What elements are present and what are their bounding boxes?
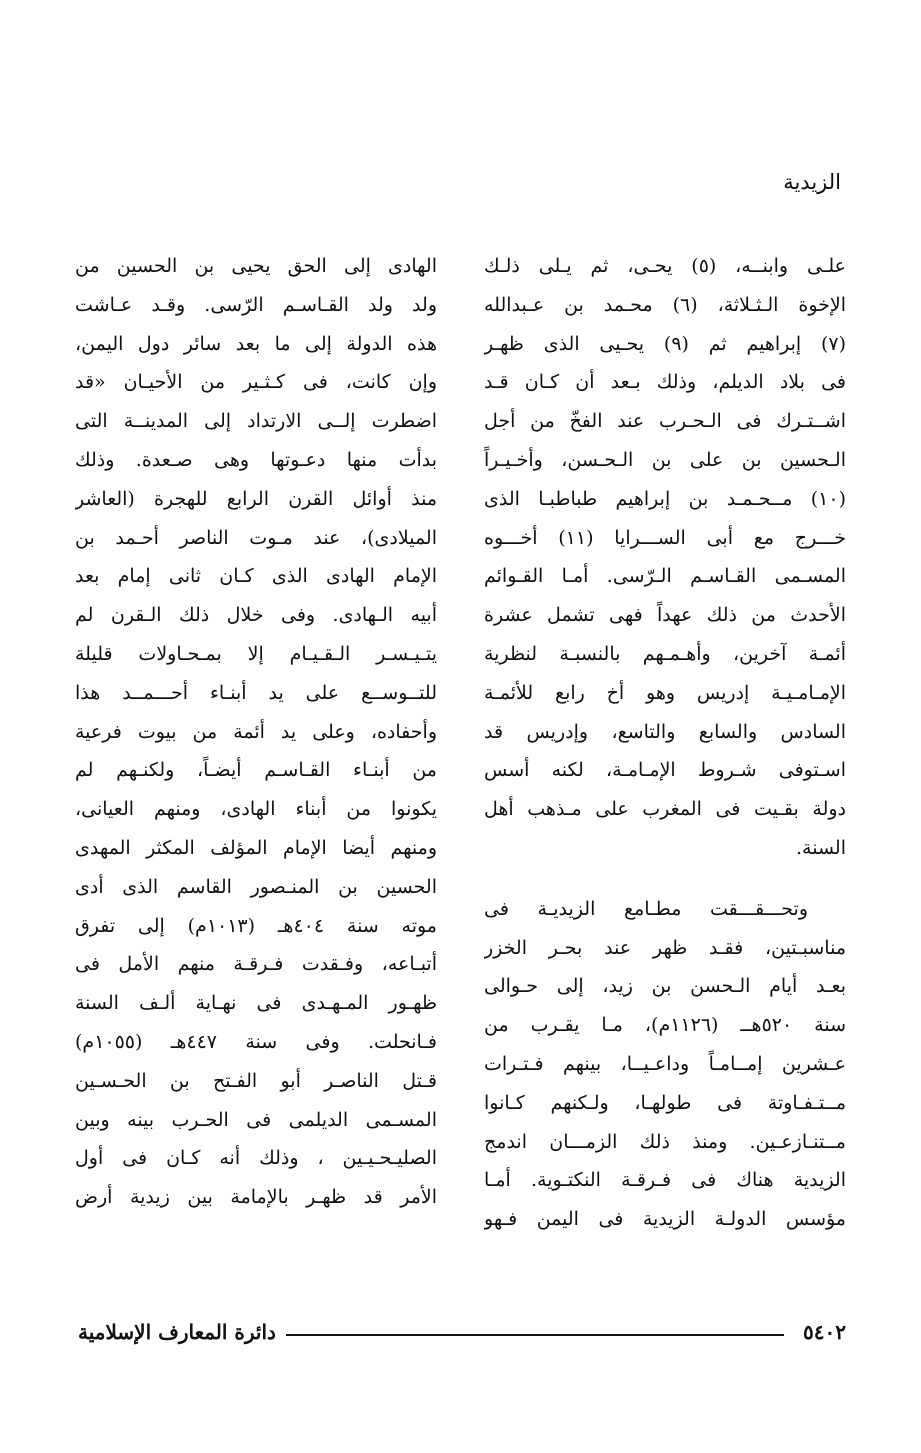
text-line: أئمـة آخرين، وأهـمـهم بالنسبـة لنظرية bbox=[484, 642, 846, 665]
text-line: علـى وابنــه، (٥) يحـى، ثم يـلى ذلـك bbox=[484, 255, 846, 277]
footer-title: دائرة المعارف الإسلامية bbox=[78, 1320, 276, 1344]
text-line: مناسبـتين، فقـد ظهر عند بحـر الخزر bbox=[484, 936, 846, 959]
text-line: ومنهم أيضا الإمام المؤلف المكثر المهدى bbox=[75, 836, 437, 859]
text-line: ولد ولد القـاسـم الرّسى. وقـد عـاشت bbox=[75, 293, 437, 316]
text-line: الصليـحـيـين ، وذلك أنه كـان فى أول bbox=[75, 1147, 437, 1170]
text-line: الهادى إلى الحق يحيى بن الحسين من bbox=[75, 255, 437, 277]
text-line: فـانحلت. وفى سنة ٤٤٧هـ (١٠٥٥م) bbox=[75, 1030, 437, 1053]
text-line: الحسين بن المنـصور القاسم الذى أدى bbox=[75, 875, 437, 898]
text-line: وأحفاده، وعلى يد أئمة من بيوت فرعية bbox=[75, 720, 437, 743]
right-column bbox=[484, 247, 846, 1239]
text-line: الزيدية هناك فى فـرقـة النكتـوية. أمـا bbox=[484, 1169, 846, 1192]
text-line: اسـتوفى شـروط الإمـامـة، لكنه أسس bbox=[484, 759, 846, 782]
text-line: الأمر قد ظهـر بالإمامة بين زيدية أرض bbox=[75, 1186, 437, 1209]
footer-rule bbox=[286, 1334, 784, 1336]
right-column-paragraph-2 bbox=[484, 890, 846, 1239]
text-line: الإخوة الـثـلاثة، (٦) محـمد بن عـبدالله bbox=[484, 293, 846, 316]
text-line: المسـمى القـاسـم الـرّسى. أمـا القـوائم bbox=[484, 565, 846, 588]
text-line: اشــتـرك فى الـحـرب عند الفخّ من أجل bbox=[484, 410, 846, 433]
text-line: هذه الدولة إلى ما بعد سائر دول اليمن، bbox=[75, 332, 437, 355]
left-column bbox=[75, 247, 437, 1217]
left-column-paragraph bbox=[75, 247, 437, 1217]
text-line: من أبنـاء القـاسـم أيضـاً، ولكنـهم لم bbox=[75, 759, 437, 782]
text-line: دولة بقـيت فى المغرب على مـذهب أهل bbox=[484, 798, 846, 821]
text-line: الـحسين بن على بن الـحـسن، وأخـيـراً bbox=[484, 448, 846, 471]
text-line: خـــرج مع أبى الســـرايا (١١) أخـــوه bbox=[484, 526, 846, 549]
text-line: منذ أوائل القرن الرابع للهجرة (العاشر bbox=[75, 487, 437, 510]
text-line: الإمام الهادى الذى كـان ثانى إمام بعد bbox=[75, 565, 437, 588]
text-line: الإمـامـيـة إدريس وهو أخ رابع للأئمـة bbox=[484, 681, 846, 704]
text-line: مؤسس الدولـة الزيدية فى اليمن فـهو bbox=[484, 1208, 846, 1231]
text-line: مــتـفـاوتة فى طولهـا، ولـكنهم كـانوا bbox=[484, 1091, 846, 1114]
text-line: فى بلاد الديلم، وذلك بـعد أن كـان قـد bbox=[484, 371, 846, 394]
text-line: أتبـاعه، وفـقدت فـرقـة منهم الأمل فى bbox=[75, 953, 437, 976]
text-line: أبيه الـهادى. وفى خلال ذلك الـقرن لم bbox=[75, 604, 437, 627]
text-line: السنة. bbox=[796, 836, 846, 859]
text-line: مــتنـازعـين. ومنذ ذلك الزمـــان اندمج bbox=[484, 1130, 846, 1153]
text-line: ظهـور المـهـدى فى نهـاية ألـف السنة bbox=[75, 992, 437, 1015]
text-line: المسـمى الديلمى فى الحـرب بينه وبين bbox=[75, 1108, 437, 1131]
right-column-paragraph-1 bbox=[484, 247, 846, 868]
text-line: السادس والسابع والتاسع، وإدريس قد bbox=[484, 720, 846, 743]
text-line: للتــوســع على يد أبنـاء أحـــمــد هذا bbox=[75, 681, 437, 704]
text-line: بدأت منها دعـوتها وهى صـعدة. وذلك bbox=[75, 448, 437, 471]
text-line: (١٠) مــحـمـد بن إبراهيم طباطبـا الذى bbox=[484, 487, 846, 510]
page-number: ٥٤٠٢ bbox=[803, 1320, 846, 1344]
running-head: الزيدية bbox=[783, 170, 841, 194]
text-line: عـشرين إمــامـاً وداعـيــا، بينهم فـتـرات bbox=[484, 1052, 846, 1075]
text-line: قـتل الناصـر أبو الفـتح بن الحـسـين bbox=[75, 1069, 437, 1092]
text-line: وإن كانت، فى كـثـير من الأحيـان «قد bbox=[75, 371, 437, 394]
text-line: بعـد أيام الـحسن بن زيد، إلى حـوالى bbox=[484, 975, 846, 998]
text-line: الأحدث من ذلك عهداً فهى تشمل عشرة bbox=[484, 604, 846, 627]
text-line: موته سنة ٤٠٤هـ (١٠١٣م) إلى تفرق bbox=[75, 914, 437, 937]
text-line: الميلادى)، عند مـوت الناصر أحـمد بن bbox=[75, 526, 437, 549]
text-line: اضطرت إلــى الارتداد إلى المدينــة التى bbox=[75, 410, 437, 433]
text-line: يتـيـسـر الـقـيـام إلا بمـحـاولات قليلة bbox=[75, 642, 437, 665]
text-line: يكونوا من أبناء الهادى، ومنهم العيانى، bbox=[75, 798, 437, 821]
text-line: (٧) إبراهيم ثم (٩) يحـيى الذى ظهـر bbox=[484, 332, 846, 355]
text-line: وتحـــقـــقت مطـامع الزيديـة فى bbox=[484, 897, 808, 920]
paragraph-gap bbox=[484, 868, 846, 890]
page-footer bbox=[78, 1320, 846, 1354]
text-line: سنة ٥٢٠هــ (١١٢٦م)، مـا يقـرب من bbox=[484, 1014, 846, 1037]
